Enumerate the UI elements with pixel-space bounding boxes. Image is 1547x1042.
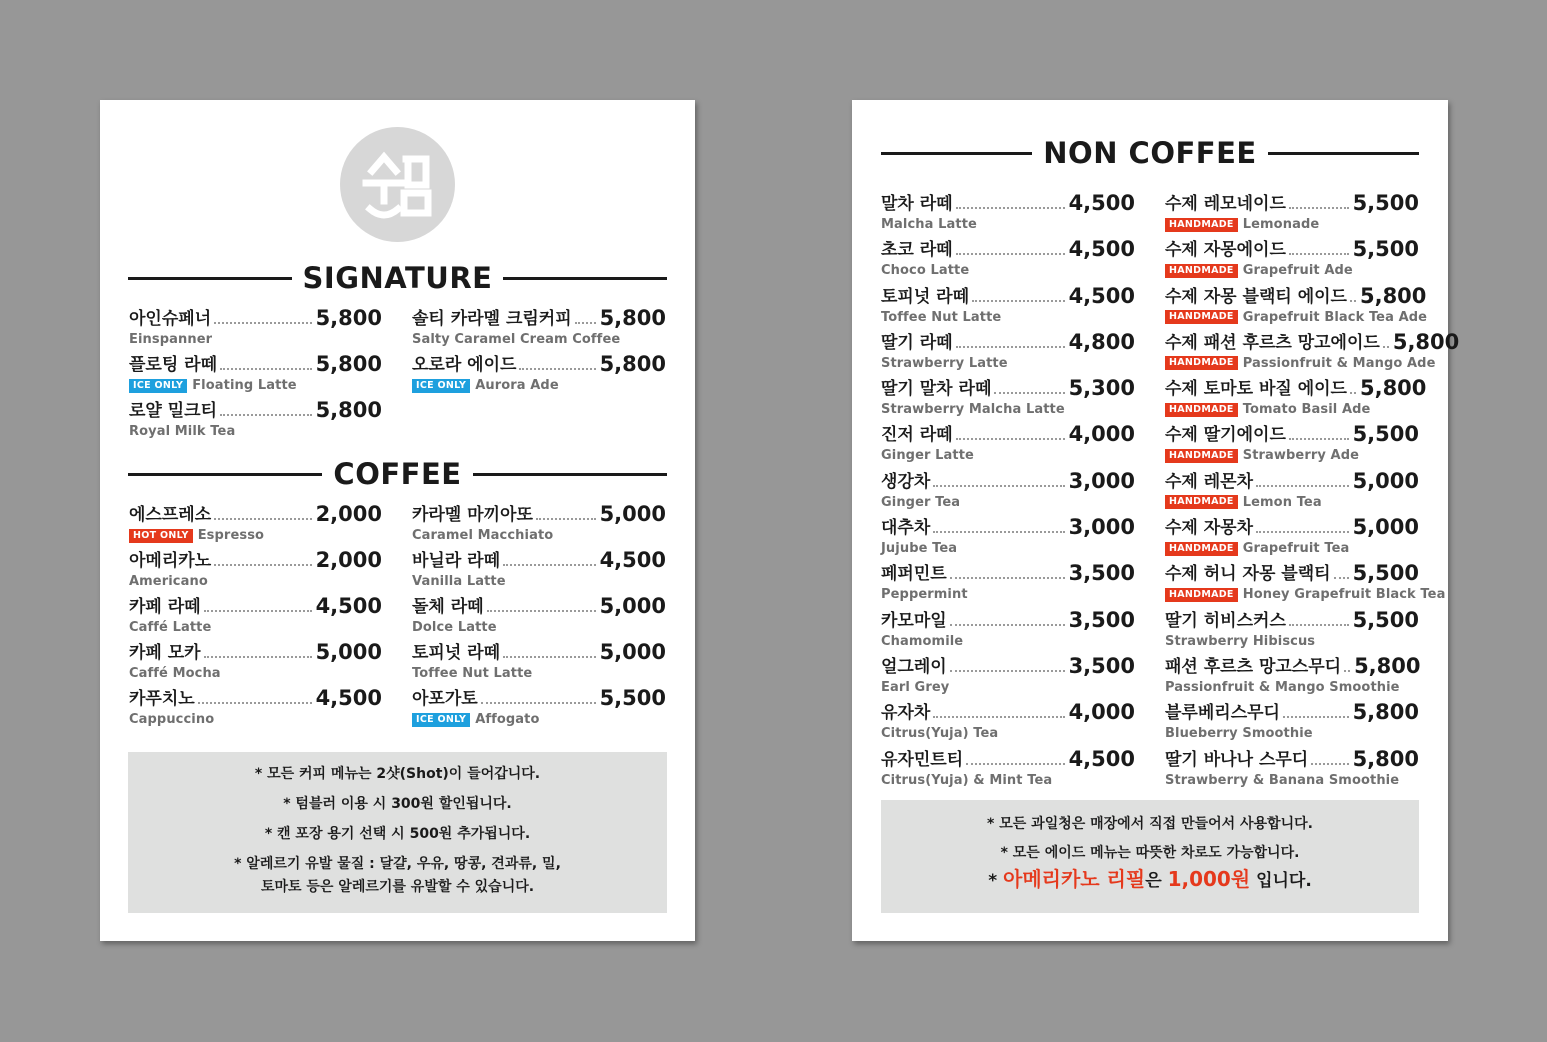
item-english-name: Grapefruit Tea: [1242, 541, 1350, 557]
note-line: * 모든 과일청은 매장에서 직접 만들어서 사용합니다.: [987, 816, 1313, 832]
item-price: 5,300: [1068, 376, 1135, 401]
item-price: 4,500: [1068, 746, 1135, 771]
signature-col-2: [412, 305, 666, 397]
leader-dots: [214, 518, 311, 520]
leader-dots: [503, 656, 596, 658]
item-price: 4,800: [1068, 329, 1135, 354]
leader-dots: [1334, 577, 1349, 579]
coffee-title: COFFEE: [333, 457, 462, 491]
non-coffee-col-2: [1165, 190, 1460, 792]
menu-item: [1165, 607, 1419, 653]
item-name: 바닐라 라떼: [412, 551, 501, 571]
item-name: 수제 레몬차: [1165, 471, 1254, 492]
item-name: 페퍼민트: [881, 564, 947, 585]
divider-line: [473, 473, 667, 476]
item-name: 수제 자몽에이드: [1165, 240, 1286, 261]
leader-dots: [1256, 531, 1349, 533]
menu-item: [129, 397, 382, 443]
coffee-notes-box: [128, 752, 667, 913]
menu-item: [1165, 375, 1427, 421]
item-name: 대추차: [881, 518, 931, 539]
item-price: 5,800: [315, 398, 382, 422]
item-name: 카모마일: [881, 610, 947, 631]
handmade-badge: HANDMADE: [1165, 218, 1238, 232]
menu-card-coffee: [100, 100, 695, 941]
item-name: 생강차: [881, 471, 931, 492]
coffee-header: [128, 454, 667, 494]
item-price: 4,000: [1068, 700, 1135, 725]
handmade-badge: HANDMADE: [1165, 264, 1238, 278]
leader-dots: [933, 485, 1064, 487]
menu-item: [412, 593, 666, 639]
menu-item: [129, 685, 382, 731]
handmade-badge: HANDMADE: [1165, 542, 1238, 556]
item-price: 4,500: [1068, 237, 1135, 262]
item-name: 얼그레이: [881, 656, 947, 677]
item-name: 카페 모카: [129, 643, 201, 663]
item-english-name: Peppermint: [881, 587, 968, 603]
leader-dots: [1289, 438, 1349, 440]
item-english-name: Tomato Basil Ade: [1242, 402, 1371, 418]
handmade-badge: HANDMADE: [1165, 356, 1238, 370]
item-name: 블루베리스무디: [1165, 703, 1280, 724]
item-price: 5,800: [1352, 746, 1419, 771]
menu-item: [129, 501, 382, 547]
item-english-name: Choco Latte: [881, 263, 970, 279]
item-price: 5,500: [1352, 607, 1419, 632]
leader-dots: [950, 670, 1065, 672]
item-price: 3,500: [1068, 653, 1135, 678]
item-english-name: Caffé Mocha: [129, 666, 221, 681]
item-english-name: Vanilla Latte: [412, 574, 506, 589]
divider-line: [503, 277, 667, 280]
item-price: 5,500: [1352, 191, 1419, 215]
leader-dots: [204, 610, 312, 612]
item-price: 5,800: [599, 306, 666, 330]
item-price: 4,500: [315, 594, 382, 618]
item-english-name: Earl Grey: [881, 679, 950, 695]
ice-only-badge: ICE ONLY: [129, 379, 187, 393]
item-name: 에스프레소: [129, 505, 212, 525]
menu-item: [881, 746, 1135, 792]
item-name: 초코 라떼: [881, 240, 953, 261]
divider-line: [128, 277, 292, 280]
item-english-name: Cappuccino: [129, 712, 215, 727]
menu-item: [881, 236, 1135, 282]
item-english-name: Salty Caramel Cream Coffee: [412, 332, 621, 347]
item-name: 딸기 라떼: [881, 332, 953, 353]
menu-item: [129, 639, 382, 685]
item-price: 5,800: [1352, 700, 1419, 725]
item-name: 수제 딸기에이드: [1165, 425, 1286, 446]
signature-title: SIGNATURE: [302, 261, 493, 295]
leader-dots: [481, 702, 596, 704]
item-english-name: Passionfruit & Mango Smoothie: [1165, 679, 1400, 695]
item-price: 4,500: [599, 548, 666, 572]
menu-item: [1165, 190, 1419, 236]
item-price: 4,500: [1068, 191, 1135, 215]
signature-col-1: [129, 305, 382, 443]
note-line: * 텀블러 이용 시 300원 할인됩니다.: [283, 796, 512, 812]
item-name: 토피넛 라떼: [881, 286, 970, 307]
item-price: 4,000: [1068, 422, 1135, 447]
item-english-name: Chamomile: [881, 633, 964, 649]
item-english-name: Espresso: [197, 528, 265, 543]
refill-item: 아메리카노 리필: [1003, 867, 1146, 891]
menu-item: [1165, 699, 1419, 745]
note-line: 토마토 등은 알레르기를 유발할 수 있습니다.: [260, 879, 535, 895]
leader-dots: [220, 414, 312, 416]
item-price: 5,800: [315, 306, 382, 330]
leader-dots: [1289, 253, 1349, 255]
refill-price: 1,000원: [1167, 867, 1251, 891]
refill-note: [881, 869, 1419, 891]
menu-item: [881, 283, 1135, 329]
leader-dots: [1344, 670, 1350, 672]
leader-dots: [956, 253, 1065, 255]
leader-dots: [1283, 716, 1349, 718]
item-price: 5,800: [1359, 376, 1427, 401]
item-english-name: Ginger Tea: [881, 494, 961, 510]
item-english-name: Honey Grapefruit Black Tea: [1242, 587, 1446, 603]
item-name: 유자민트티: [881, 749, 964, 770]
coffee-col-2: [412, 501, 666, 731]
item-price: 3,000: [1068, 515, 1135, 540]
item-english-name: Strawberry & Banana Smoothie: [1165, 772, 1400, 788]
leader-dots: [1383, 346, 1389, 348]
item-name: 솔티 카라멜 크림커피: [412, 309, 572, 329]
non-coffee-col-1: [881, 190, 1135, 792]
menu-item: [1165, 236, 1419, 282]
leader-dots: [1289, 207, 1349, 209]
item-price: 5,800: [315, 352, 382, 376]
handmade-badge: HANDMADE: [1165, 310, 1238, 324]
leader-dots: [204, 656, 312, 658]
note-line: * 알레르기 유발 물질 : 달걀, 우유, 땅콩, 견과류, 밀,: [234, 856, 561, 872]
leader-dots: [214, 564, 311, 566]
item-price: 5,000: [599, 594, 666, 618]
item-price: 3,000: [1068, 468, 1135, 493]
handmade-badge: HANDMADE: [1165, 588, 1238, 602]
swim-logo-icon: [340, 127, 455, 242]
item-price: 5,500: [1352, 561, 1419, 586]
menu-item: [881, 190, 1135, 236]
item-name: 수제 레모네이드: [1165, 194, 1286, 214]
leader-dots: [1311, 763, 1348, 765]
leader-dots: [1289, 624, 1349, 626]
item-english-name: Strawberry Latte: [881, 355, 1008, 371]
menu-item: [1165, 746, 1419, 792]
item-price: 5,800: [1354, 653, 1421, 678]
item-price: 4,500: [315, 686, 382, 710]
menu-item: [881, 421, 1135, 467]
menu-item: [881, 607, 1135, 653]
ice-only-badge: ICE ONLY: [412, 713, 470, 727]
item-price: 5,800: [599, 352, 666, 376]
divider-line: [881, 152, 1032, 155]
menu-item: [1165, 329, 1460, 375]
item-name: 수제 자몽 블랙티 에이드: [1165, 286, 1347, 307]
menu-item: [412, 685, 666, 731]
item-english-name: Grapefruit Black Tea Ade: [1242, 309, 1428, 325]
item-english-name: Citrus(Yuja) & Mint Tea: [881, 772, 1053, 788]
menu-card-non-coffee: [852, 100, 1460, 941]
item-name: 카푸치노: [129, 689, 195, 709]
divider-line: [1268, 152, 1419, 155]
item-english-name: Caffé Latte: [129, 620, 212, 635]
item-name: 플로팅 라떼: [129, 355, 218, 375]
item-english-name: Royal Milk Tea: [129, 424, 236, 439]
item-english-name: Aurora Ade: [475, 378, 559, 393]
leader-dots: [972, 300, 1065, 302]
menu-item: [1165, 468, 1419, 514]
note-line: * 모든 커피 메뉴는 2샷(Shot)이 들어갑니다.: [254, 766, 541, 782]
leader-dots: [956, 438, 1065, 440]
leader-dots: [536, 518, 596, 520]
menu-item: [881, 699, 1135, 745]
item-price: 5,500: [1352, 422, 1419, 447]
menu-item: [129, 593, 382, 639]
item-english-name: Malcha Latte: [881, 217, 977, 232]
item-english-name: Strawberry Hibiscus: [1165, 633, 1316, 649]
item-english-name: Caramel Macchiato: [412, 528, 554, 543]
leader-dots: [1350, 392, 1356, 394]
item-name: 패션 후르츠 망고스무디: [1165, 656, 1342, 677]
refill-star: *: [988, 871, 998, 891]
non-coffee-notes-box: [881, 800, 1419, 913]
item-english-name: Blueberry Smoothie: [1165, 726, 1313, 742]
item-name: 아인슈페너: [129, 309, 212, 329]
menu-item: [881, 468, 1135, 514]
refill-end: 입니다.: [1256, 871, 1312, 891]
non-coffee-title: NON COFFEE: [1043, 136, 1257, 170]
leader-dots: [950, 624, 1065, 626]
refill-mid: 은: [1145, 871, 1162, 891]
menu-item: [412, 351, 666, 397]
leader-dots: [933, 716, 1064, 718]
handmade-badge: HANDMADE: [1165, 449, 1238, 463]
leader-dots: [933, 531, 1064, 533]
item-name: 아포가토: [412, 689, 478, 709]
signature-header: [128, 258, 667, 298]
item-price: 5,500: [1352, 237, 1419, 262]
menu-item: [412, 501, 666, 547]
item-name: 카페 라떼: [129, 597, 201, 617]
menu-item: [1165, 514, 1419, 560]
item-english-name: Floating Latte: [192, 378, 297, 393]
note-line: * 모든 에이드 메뉴는 따뜻한 차로도 가능합니다.: [1000, 845, 1300, 861]
leader-dots: [220, 368, 312, 370]
item-english-name: Einspanner: [129, 332, 213, 347]
item-english-name: Strawberry Ade: [1242, 448, 1360, 464]
menu-item: [881, 514, 1135, 560]
item-name: 수제 패션 후르츠 망고에이드: [1165, 332, 1380, 353]
item-english-name: Grapefruit Ade: [1242, 263, 1353, 279]
item-name: 돌체 라떼: [412, 597, 484, 617]
leader-dots: [198, 702, 312, 704]
item-name: 아메리카노: [129, 551, 212, 571]
menu-item: [1165, 283, 1428, 329]
handmade-badge: HANDMADE: [1165, 403, 1238, 417]
item-price: 5,000: [599, 502, 666, 526]
menu-item: [412, 305, 666, 351]
menu-item: [881, 329, 1135, 375]
item-price: 5,800: [1359, 283, 1427, 308]
item-english-name: Dolce Latte: [412, 620, 497, 635]
leader-dots: [214, 322, 311, 324]
item-name: 딸기 바나나 스무디: [1165, 749, 1309, 770]
item-name: 로얄 밀크티: [129, 401, 218, 421]
menu-item: [412, 639, 666, 685]
leader-dots: [966, 763, 1064, 765]
leader-dots: [519, 368, 595, 370]
leader-dots: [575, 322, 596, 324]
item-price: 2,000: [315, 502, 382, 526]
item-name: 수제 허니 자몽 블랙티: [1165, 564, 1331, 585]
item-english-name: Jujube Tea: [881, 541, 958, 557]
menu-item: [1165, 560, 1446, 606]
divider-line: [128, 473, 322, 476]
item-price: 2,000: [315, 548, 382, 572]
handmade-badge: HANDMADE: [1165, 495, 1238, 509]
non-coffee-header: [881, 133, 1419, 173]
item-price: 5,000: [599, 640, 666, 664]
item-english-name: Americano: [129, 574, 208, 589]
item-name: 토피넛 라떼: [412, 643, 501, 663]
menu-item: [881, 375, 1135, 421]
item-english-name: Ginger Latte: [881, 448, 974, 464]
menu-item: [412, 547, 666, 593]
ice-only-badge: ICE ONLY: [412, 379, 470, 393]
coffee-col-1: [129, 501, 382, 731]
item-english-name: Toffee Nut Latte: [881, 309, 1002, 325]
item-name: 딸기 말차 라떼: [881, 379, 992, 400]
item-english-name: Toffee Nut Latte: [412, 666, 533, 681]
item-price: 5,000: [1352, 468, 1419, 493]
item-price: 4,500: [1068, 283, 1135, 308]
item-price: 5,000: [1352, 515, 1419, 540]
item-english-name: Passionfruit & Mango Ade: [1242, 355, 1436, 371]
leader-dots: [503, 564, 596, 566]
menu-item: [1165, 653, 1419, 699]
item-price: 3,500: [1068, 607, 1135, 632]
item-price: 3,500: [1068, 561, 1135, 586]
item-english-name: Strawberry Malcha Latte: [881, 402, 1065, 418]
leader-dots: [956, 207, 1065, 209]
leader-dots: [487, 610, 596, 612]
hot-only-badge: HOT ONLY: [129, 529, 193, 543]
item-english-name: Affogato: [475, 712, 540, 727]
item-name: 말차 라떼: [881, 194, 953, 214]
menu-item: [881, 560, 1135, 606]
item-name: 진저 라떼: [881, 425, 953, 446]
menu-item: [1165, 421, 1419, 467]
item-price: 5,800: [1392, 329, 1460, 354]
menu-item: [129, 305, 382, 351]
item-name: 유자차: [881, 703, 931, 724]
leader-dots: [956, 346, 1065, 348]
item-price: 5,000: [315, 640, 382, 664]
item-english-name: Citrus(Yuja) Tea: [881, 726, 999, 742]
leader-dots: [1256, 485, 1349, 487]
menu-item: [129, 547, 382, 593]
item-price: 5,500: [599, 686, 666, 710]
leader-dots: [950, 577, 1065, 579]
item-name: 카라멜 마끼아또: [412, 505, 533, 525]
item-name: 수제 자몽차: [1165, 518, 1254, 539]
menu-item: [129, 351, 382, 397]
note-line: * 캔 포장 용기 선택 시 500원 추가됩니다.: [264, 826, 531, 842]
leader-dots: [1350, 300, 1356, 302]
item-english-name: Lemon Tea: [1242, 494, 1322, 510]
menu-item: [881, 653, 1135, 699]
item-name: 수제 토마토 바질 에이드: [1165, 379, 1347, 400]
item-name: 오로라 에이드: [412, 355, 517, 375]
item-english-name: Lemonade: [1242, 217, 1320, 232]
leader-dots: [994, 392, 1064, 394]
item-name: 딸기 히비스커스: [1165, 610, 1286, 631]
